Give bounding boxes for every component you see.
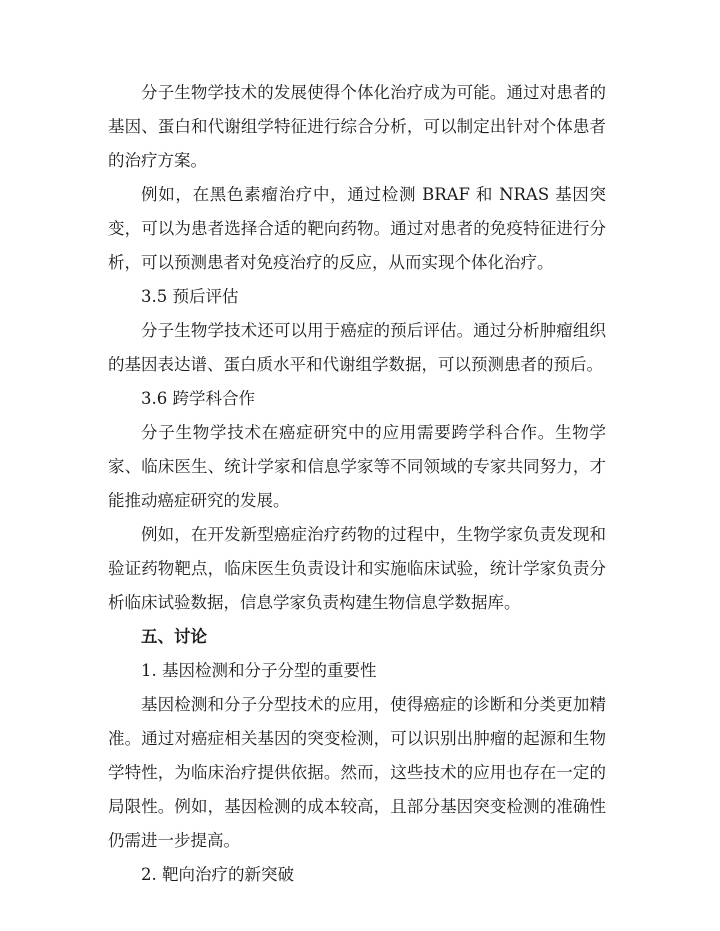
- paragraph-drug-development-example: 例如，在开发新型癌症治疗药物的过程中，生物学家负责发现和验证药物靶点，临床医生负责设计和实施临床试验，统计学家负责分析临床试验数据，信息学家负责构建生物信息学数据库。: [108, 525, 606, 612]
- subheading-targeted-therapy: 2. 靶向治疗的新突破: [141, 865, 294, 884]
- subheading-gene-testing: 1. 基因检测和分子分型的重要性: [141, 661, 377, 680]
- section-heading-discussion: 五、讨论: [141, 627, 207, 646]
- subheading-prognosis: 3.5 预后评估: [141, 287, 239, 306]
- subheading-interdisciplinary: 3.6 跨学科合作: [141, 389, 255, 408]
- paragraph-melanoma-example: 例如，在黑色素瘤治疗中，通过检测 BRAF 和 NRAS 基因突变，可以为患者选择合适的靶向药物。通过对患者的免疫特征进行分析，可以预测患者对免疫治疗的反应，从而实现个体化治疗。: [108, 185, 606, 272]
- paragraph-personalized-therapy: 分子生物学技术的发展使得个体化治疗成为可能。通过对患者的基因、蛋白和代谢组学特征进行综合分析，可以制定出针对个体患者的治疗方案。: [108, 83, 606, 170]
- paragraph-prognosis: 分子生物学技术还可以用于癌症的预后评估。通过分析肿瘤组织的基因表达谱、蛋白质水平和代谢组学数据，可以预测患者的预后。: [108, 321, 606, 374]
- paragraph-gene-testing: 基因检测和分子分型技术的应用，使得癌症的诊断和分类更加精准。通过对癌症相关基因的突变检测，可以识别出肿瘤的起源和生物学特性，为临床治疗提供依据。然而，这些技术的应用也存在一定的局限性。例如，基因检测的成本较高，且部分基因突变检测的准确性仍需进一步提高。: [108, 695, 606, 850]
- paragraph-interdisciplinary: 分子生物学技术在癌症研究中的应用需要跨学科合作。生物学家、临床医生、统计学家和信息学家等不同领域的专家共同努力，才能推动癌症研究的发展。: [108, 423, 606, 510]
- document-body: [108, 76, 606, 892]
